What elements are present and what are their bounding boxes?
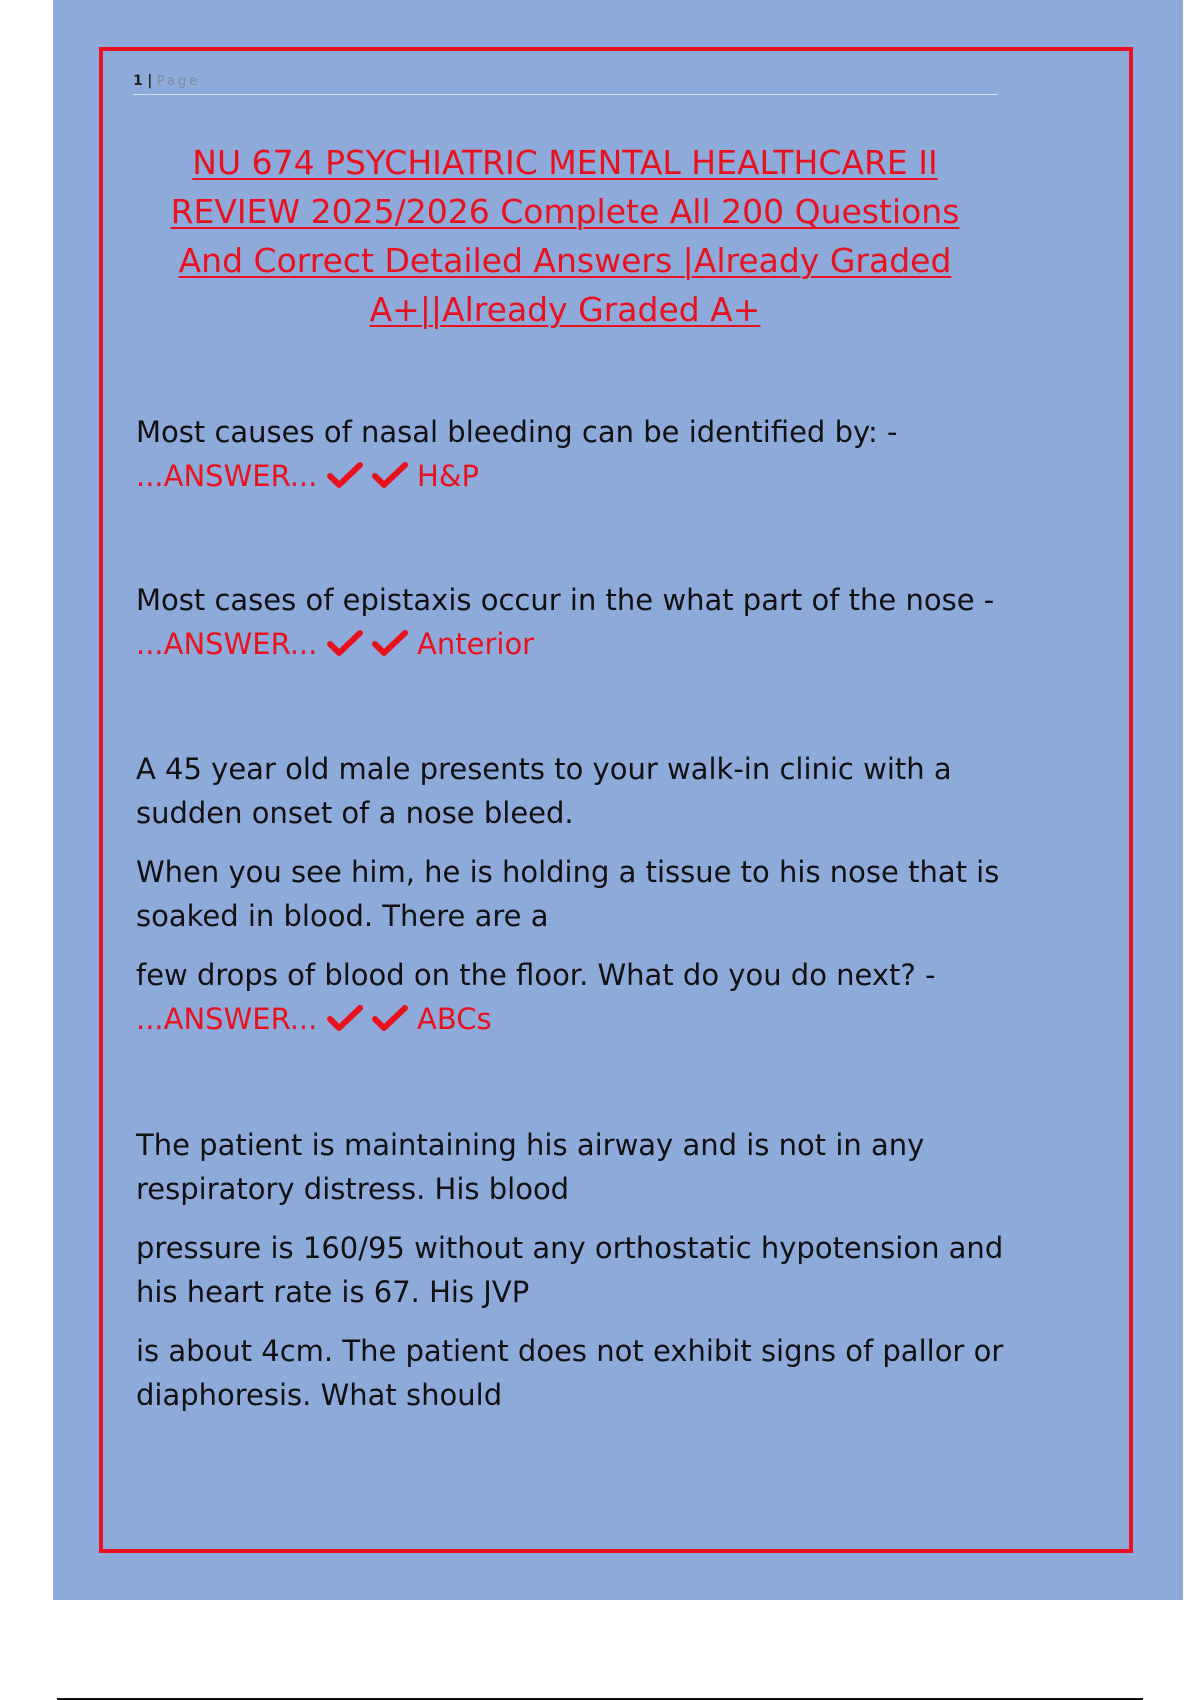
- question-paragraph: is about 4cm. The patient does not exhibit signs of pallor or diaphoresis. What should: [136, 1334, 1004, 1412]
- page-header: [133, 72, 998, 95]
- check-mark-icon: [372, 1004, 408, 1032]
- check-mark-icon: [372, 629, 408, 657]
- check-mark-icon: [327, 1004, 363, 1032]
- check-mark-icon: [327, 629, 363, 657]
- question-text: few drops of blood on the floor. What do you do next? -: [136, 958, 936, 992]
- question-block-1: [136, 410, 1016, 498]
- answer-text: H&P: [417, 459, 479, 493]
- question-block-3: [136, 747, 1016, 1041]
- answer-marker: ...ANSWER...: [136, 459, 318, 493]
- answer-text: Anterior: [417, 627, 535, 661]
- page-number: 1: [133, 73, 143, 89]
- question-paragraph: A 45 year old male presents to your walk-in clinic with a sudden onset of a nose bleed.: [136, 752, 952, 830]
- question-paragraph: The patient is maintaining his airway and is not in any respiratory distress. His blood: [136, 1128, 925, 1206]
- question-paragraph: When you see him, he is holding a tissue to his nose that is soaked in blood. There are a: [136, 855, 1000, 933]
- answer-marker: ...ANSWER...: [136, 1002, 318, 1036]
- check-mark-icon: [327, 461, 363, 489]
- question-block-2: [136, 578, 1016, 666]
- question-paragraph: [136, 410, 1016, 498]
- answer-text: ABCs: [417, 1002, 492, 1036]
- question-paragraph: pressure is 160/95 without any orthostatic hypotension and his heart rate is 67. His JVP: [136, 1231, 1004, 1309]
- question-paragraph: [136, 578, 1016, 666]
- question-paragraph: [136, 953, 1016, 1041]
- question-block-4: [136, 1123, 1016, 1417]
- question-text: Most causes of nasal bleeding can be identified by: -: [136, 415, 898, 449]
- question-text: Most cases of epistaxis occur in the what part of the nose -: [136, 583, 995, 617]
- page-label: Page: [156, 74, 201, 89]
- answer-marker: ...ANSWER...: [136, 627, 318, 661]
- check-mark-icon: [372, 461, 408, 489]
- document-title: NU 674 PSYCHIATRIC MENTAL HEALTHCARE II REVIEW 2025/2026 Complete All 200 Questions And Correct Detailed Answers |Already Graded A+||Already Graded A+: [170, 143, 960, 329]
- page-separator: |: [147, 73, 153, 89]
